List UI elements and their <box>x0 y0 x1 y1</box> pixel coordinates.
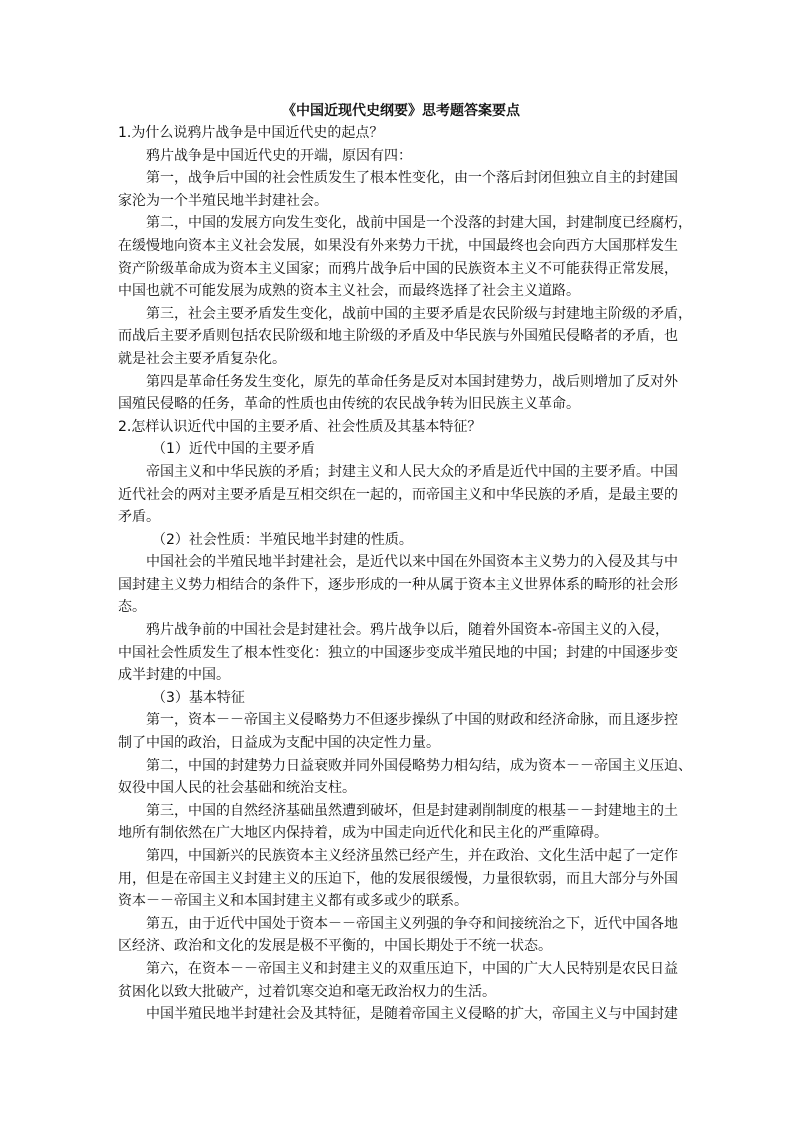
paragraph-line: 第四是革命任务发生变化，原先的革命任务是反对本国封建势力，战后则增加了反对外 <box>146 373 678 390</box>
paragraph-line: 中国也就不可能发展为成熟的资本主义社会，而最终选择了社会主义道路。 <box>118 283 580 300</box>
paragraph-line: 在缓慢地向资本主义社会发展，如果没有外来势力干扰，中国最终也会向西方大国那样发生 <box>118 237 678 254</box>
document-page <box>118 100 692 1026</box>
paragraph-line: 第一，资本－－帝国主义侵略势力不但逐步操纵了中国的财政和经济命脉，而且逐步控 <box>146 712 678 729</box>
paragraph-line: 中国半殖民地半封建社会及其特征，是随着帝国主义侵略的扩大，帝国主义与中国封建 <box>146 1006 678 1023</box>
paragraph-line: 资本－－帝国主义和本国封建主义都有或多或少的联系。 <box>118 893 468 910</box>
subheading: （3）基本特征 <box>152 689 245 706</box>
paragraph-line: 区经济、政治和文化的发展是极不平衡的，中国长期处于不统一状态。 <box>118 938 552 955</box>
paragraph-line: 就是社会主要矛盾复杂化。 <box>118 350 286 367</box>
paragraph-line: 帝国主义和中华民族的矛盾；封建主义和人民大众的矛盾是近代中国的主要矛盾。中国 <box>146 463 678 480</box>
paragraph-line: 而战后主要矛盾则包括农民阶级和地主阶级的矛盾及中华民族与外国殖民侵略者的矛盾，也 <box>118 328 678 345</box>
paragraph-line: 中国社会的半殖民地半封建社会，是近代以来中国在外国资本主义势力的入侵及其与中 <box>146 554 678 571</box>
paragraph-line: 制了中国的政治，日益成为支配中国的决定性力量。 <box>118 735 440 752</box>
question-heading: 2.怎样认识近代中国的主要矛盾、社会性质及其基本特征？ <box>118 418 482 435</box>
paragraph-line: 近代社会的两对主要矛盾是互相交织在一起的，而帝国主义和中华民族的矛盾，是最主要的 <box>118 486 678 503</box>
paragraph-line: 第六，在资本－－帝国主义和封建主义的双重压迫下，中国的广大人民特别是农民日益 <box>146 960 678 977</box>
paragraph-line: 第二，中国的封建势力日益衰败并同外国侵略势力相勾结，成为资本－－帝国主义压迫、 <box>146 757 692 774</box>
paragraph-line: 奴役中国人民的社会基础和统治支柱。 <box>118 780 356 797</box>
paragraph-line: 第三，社会主要矛盾发生变化，战前中国的主要矛盾是农民阶级与封建地主阶级的矛盾， <box>146 305 692 322</box>
paragraph-line: 国殖民侵略的任务，革命的性质也由传统的农民战争转为旧民族主义革命。 <box>118 396 580 413</box>
subheading: （2）社会性质：半殖民地半封建的性质。 <box>152 531 413 548</box>
paragraph-line: 中国社会性质发生了根本性变化：独立的中国逐步变成半殖民地的中国；封建的中国逐步变 <box>118 644 678 661</box>
paragraph-line: 成半封建的中国。 <box>118 667 230 684</box>
paragraph-line: 第四，中国新兴的民族资本主义经济虽然已经产生，并在政治、文化生活中起了一定作 <box>146 848 678 864</box>
paragraph-line: 第一，战争后中国的社会性质发生了根本性变化，由一个落后封闭但独立自主的封建国 <box>146 170 678 187</box>
paragraph-line: 家沦为一个半殖民地半封建社会。 <box>118 192 328 209</box>
paragraph-line: 第五，由于近代中国处于资本－－帝国主义列强的争夺和间接统治之下，近代中国各地 <box>146 915 678 932</box>
question-heading: 1.为什么说鸦片战争是中国近代史的起点？ <box>118 125 384 141</box>
paragraph-line: 国封建主义势力相结合的条件下，逐步形成的一种从属于资本主义世界体系的畸形的社会形 <box>118 576 678 593</box>
paragraph-line: 用，但是在帝国主义封建主义的压迫下，他的发展很缓慢，力量很软弱，而且大部分与外国 <box>118 870 678 887</box>
document-title: 《中国近现代史纲要》思考题答案要点 <box>282 103 520 119</box>
paragraph-line: 态。 <box>118 599 146 616</box>
paragraph-line: 贫困化以致大批破产，过着饥寒交迫和毫无政治权力的生活。 <box>118 983 496 1000</box>
paragraph-line: 地所有制依然在广大地区内保持着，成为中国走向近代化和民主化的严重障碍。 <box>118 825 608 842</box>
paragraph-line: 鸦片战争是中国近代史的开端，原因有四： <box>146 147 412 164</box>
paragraph-line: 矛盾。 <box>118 509 160 526</box>
document-body <box>118 122 692 1026</box>
paragraph-line: 第三，中国的自然经济基础虽然遭到破坏，但是封建剥削制度的根基－－封建地主的土 <box>146 802 678 819</box>
paragraph-line: 第二，中国的发展方向发生变化，战前中国是一个没落的封建大国，封建制度已经腐朽， <box>146 215 692 232</box>
paragraph-line: 资产阶级革命成为资本主义国家；而鸦片战争后中国的民族资本主义不可能获得正常发展， <box>118 260 678 277</box>
subheading: （1）近代中国的主要矛盾 <box>152 441 315 458</box>
paragraph-line: 鸦片战争前的中国社会是封建社会。鸦片战争以后，随着外国资本-帝国主义的入侵， <box>146 622 670 639</box>
